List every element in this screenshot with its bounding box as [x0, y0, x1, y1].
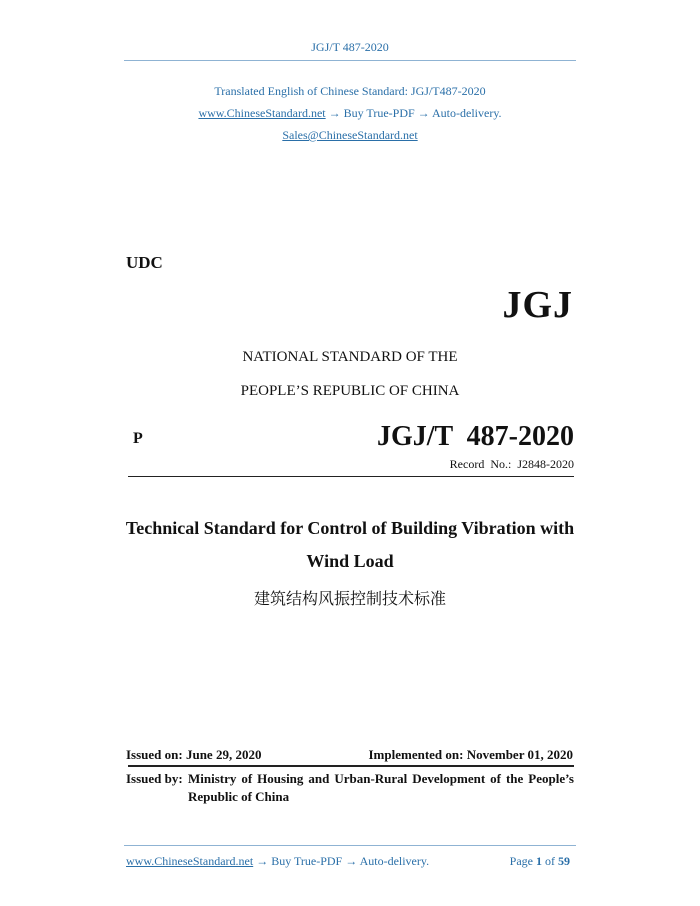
footer-site-link[interactable]: www.ChineseStandard.net [126, 854, 254, 868]
issued-by-line1: Ministry of Housing and Urban-Rural Development of the People’s [188, 771, 574, 786]
footer-divider [124, 845, 576, 846]
document-title-line2: Wind Load [306, 551, 394, 571]
site-link[interactable]: www.ChineseStandard.net [198, 106, 326, 120]
title-divider [128, 476, 574, 477]
issued-by-line2: Republic of China [188, 789, 290, 804]
page-number: 1 [536, 854, 542, 868]
header-divider [124, 60, 576, 61]
udc-label: UDC [126, 253, 163, 272]
of-word: of [545, 854, 555, 868]
promo-buy-text: → Buy True-PDF → Auto-delivery. [328, 106, 502, 120]
standard-number: JGJ/T 487-2020 [376, 421, 574, 452]
footer-buy-text: → Buy True-PDF → Auto-delivery. [256, 854, 430, 868]
issued-on: Issued on: June 29, 2020 [126, 747, 262, 762]
jgj-mark: JGJ [502, 284, 573, 326]
implemented-on: Implemented on: November 01, 2020 [368, 747, 573, 762]
issued-by-label: Issued by: [126, 771, 183, 786]
email-line [0, 128, 700, 143]
promo-buy-line [0, 106, 700, 121]
record-number: Record No.: J2848-2020 [449, 457, 574, 471]
issue-divider [128, 765, 574, 767]
email-link[interactable]: Sales@ChineseStandard.net [282, 128, 418, 142]
footer-buy-line [126, 854, 429, 869]
total-pages: 59 [558, 854, 570, 868]
national-standard-line2: PEOPLE’S REPUBLIC OF CHINA [240, 383, 460, 399]
document-title-line1: Technical Standard for Control of Building Vibration with [125, 518, 575, 538]
running-header: JGJ/T 487-2020 [311, 40, 389, 54]
promo-line: Translated English of Chinese Standard: JGJ/T487-2020 [214, 84, 486, 98]
classification-letter: P [133, 430, 143, 447]
page-indicator [510, 854, 570, 869]
national-standard-line1: NATIONAL STANDARD OF THE [242, 349, 458, 365]
page-word: Page [509, 854, 533, 868]
document-title-chinese: 建筑结构风振控制技术标准 [253, 589, 446, 608]
